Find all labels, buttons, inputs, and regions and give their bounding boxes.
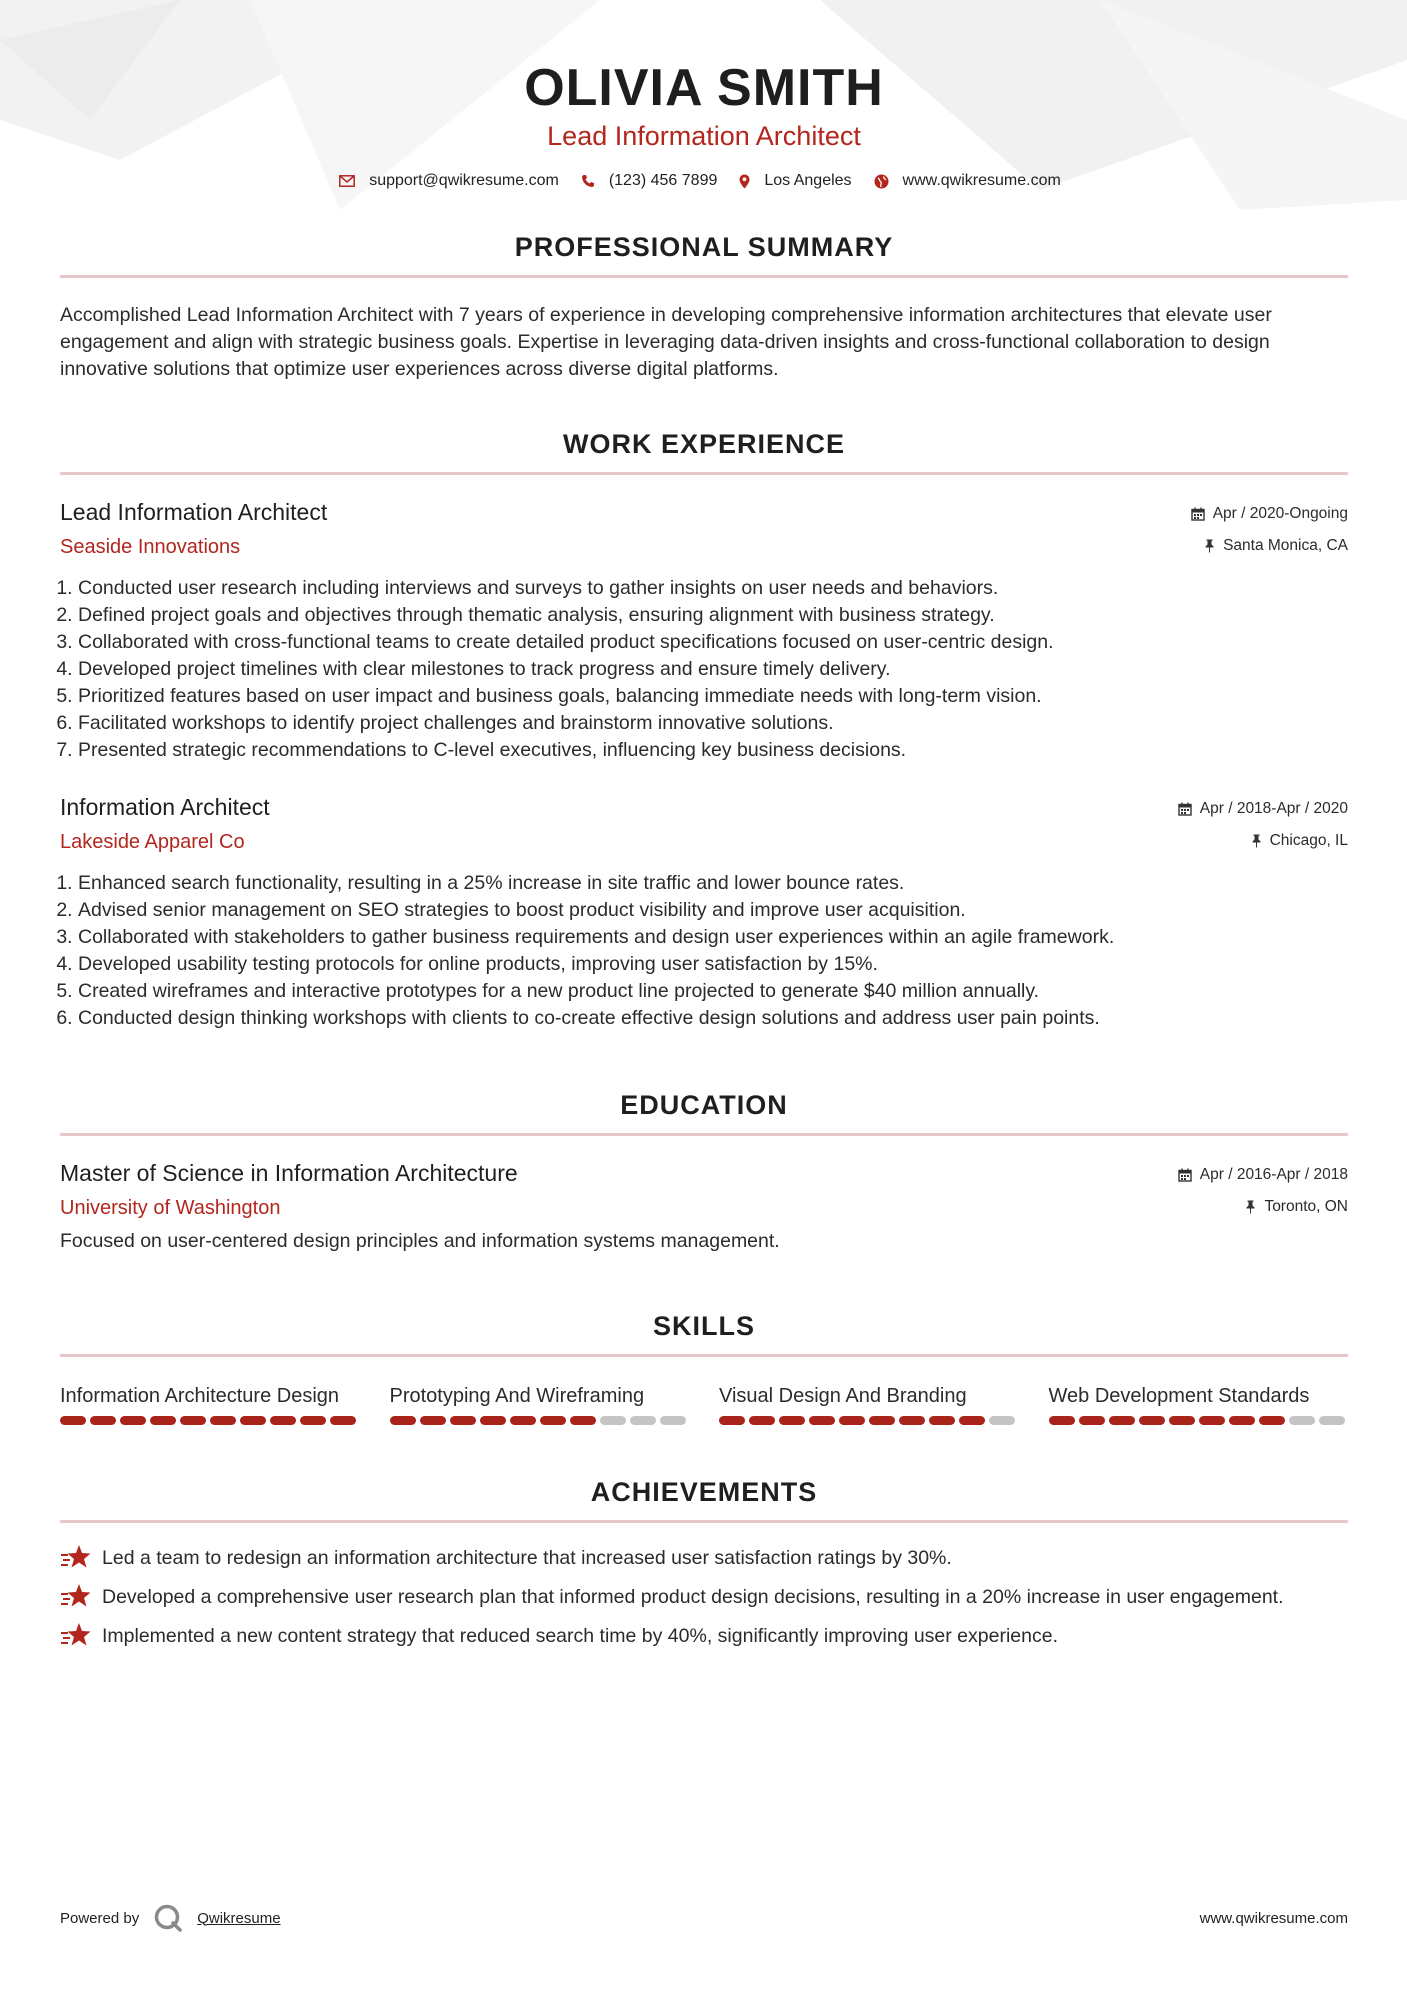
skill-level-bar [719, 1416, 1019, 1425]
education-location [1178, 1198, 1348, 1216]
education-heading: EDUCATION [620, 1090, 788, 1120]
page-footer [60, 1898, 1348, 1938]
skill-level-segment-filled [60, 1416, 86, 1425]
resume-page [60, 0, 1348, 1650]
powered-by [60, 1903, 281, 1933]
skill-level-segment-filled [540, 1416, 566, 1425]
skill-item [719, 1383, 1019, 1425]
education-dates [1178, 1166, 1348, 1184]
section-divider [60, 1133, 1348, 1136]
list-item: 4. Developed project timelines with clear milestones to track progress and ensure timely delivery. [78, 656, 1348, 683]
skill-name: Web Development Standards [1048, 1385, 1310, 1407]
phone-icon [581, 174, 595, 188]
calendar-icon [1178, 802, 1192, 816]
skill-level-segment-filled [120, 1416, 146, 1425]
section-divider [60, 472, 1348, 475]
skill-level-segment-empty [600, 1416, 626, 1425]
skill-name: Prototyping And Wireframing [389, 1385, 645, 1407]
achievement-item [60, 1623, 1348, 1650]
qwikresume-link[interactable]: Qwikresume [197, 1909, 281, 1927]
job-meta [1178, 800, 1348, 850]
skill-name: Visual Design And Branding [719, 1385, 967, 1407]
contact-bar [60, 172, 1348, 190]
calendar-icon [1191, 507, 1205, 521]
skill-level-segment-filled [300, 1416, 326, 1425]
degree-title: Master of Science in Information Architecture [60, 1160, 518, 1186]
list-item: 3. Collaborated with stakeholders to gather business requirements and design user experiences within an agile framework. [78, 924, 1348, 951]
job-responsibilities [60, 575, 1348, 764]
job-dates [1178, 800, 1348, 818]
achievement-item [60, 1545, 1348, 1572]
qwikresume-logo-icon [153, 1903, 183, 1933]
skill-level-segment-filled [180, 1416, 206, 1425]
experience-section [60, 429, 1348, 1032]
achievements-heading: ACHIEVEMENTS [590, 1477, 818, 1507]
contact-location [739, 172, 851, 190]
skill-level-segment-filled [719, 1416, 745, 1425]
skill-level-segment-filled [929, 1416, 955, 1425]
skill-level-segment-filled [1259, 1416, 1285, 1425]
education-location-text: Toronto, ON [1264, 1198, 1348, 1215]
list-item: 6. Facilitated workshops to identify project challenges and brainstorm innovative solutions. [78, 710, 1348, 737]
star-award-icon [60, 1622, 92, 1648]
skill-item [60, 1383, 360, 1425]
skill-level-segment-filled [390, 1416, 416, 1425]
skills-heading: SKILLS [652, 1311, 755, 1341]
skill-level-bar [60, 1416, 360, 1425]
list-item: 1. Conducted user research including interviews and surveys to gather insights on user needs and behaviors. [78, 575, 1348, 602]
globe-icon [874, 174, 889, 189]
pushpin-icon [1251, 834, 1262, 848]
education-entry [60, 1160, 1348, 1255]
job-company: Lakeside Apparel Co [60, 831, 245, 853]
resume-header [60, 0, 1348, 190]
list-item: 1. Enhanced search functionality, resulting in a 25% increase in site traffic and lower bounce rates. [78, 870, 1348, 897]
skill-level-segment-empty [1289, 1416, 1315, 1425]
list-item: 7. Presented strategic recommendations to C-level executives, influencing key business decisions. [78, 737, 1348, 764]
education-section [60, 1090, 1348, 1255]
achievements-section [60, 1477, 1348, 1650]
skill-level-segment-empty [989, 1416, 1015, 1425]
powered-by-label: Powered by [60, 1909, 140, 1927]
website-text: www.qwikresume.com [902, 172, 1061, 189]
skill-level-segment-filled [1229, 1416, 1255, 1425]
job-entry [60, 794, 1348, 1032]
school-name: University of Washington [60, 1197, 281, 1219]
contact-phone[interactable] [581, 172, 718, 190]
list-item: 3. Collaborated with cross-functional teams to create detailed product specifications focused on user-centric design. [78, 629, 1348, 656]
skill-level-segment-filled [1169, 1416, 1195, 1425]
list-item: 4. Developed usability testing protocols for online products, improving user satisfaction by 15%. [78, 951, 1348, 978]
skill-name: Information Architecture Design [60, 1385, 340, 1407]
summary-text: Accomplished Lead Information Architect with 7 years of experience in developing comprehensive information architectures that elevate user engagement and align with strategic business goals. Expertise in leveraging data-driven insights and cross-functional collaboration to design innovative solutions that optimize user experiences across diverse digital platforms. [60, 304, 1272, 380]
achievement-text: Developed a comprehensive user research plan that informed product design decisions, resulting in a 20% increase in user engagement. [102, 1586, 1284, 1608]
candidate-name: OLIVIA SMITH [524, 59, 884, 117]
skill-level-segment-filled [959, 1416, 985, 1425]
skill-level-segment-filled [1109, 1416, 1135, 1425]
skills-section [60, 1311, 1348, 1425]
skill-level-segment-filled [839, 1416, 865, 1425]
achievements-list [60, 1545, 1348, 1650]
skill-level-segment-filled [869, 1416, 895, 1425]
list-item: 6. Conducted design thinking workshops with clients to co-create effective design solutions and address user pain points. [78, 1005, 1348, 1032]
skill-level-segment-empty [1319, 1416, 1345, 1425]
job-company: Seaside Innovations [60, 536, 241, 558]
skills-grid [60, 1383, 1348, 1425]
skill-level-segment-filled [330, 1416, 356, 1425]
skill-level-segment-filled [450, 1416, 476, 1425]
section-divider [60, 1354, 1348, 1357]
email-text: support@qwikresume.com [369, 172, 559, 189]
candidate-role: Lead Information Architect [547, 121, 861, 151]
skill-item [390, 1383, 690, 1425]
map-marker-icon [739, 174, 750, 189]
achievement-item [60, 1584, 1348, 1611]
location-text: Los Angeles [764, 172, 852, 189]
skill-level-segment-filled [150, 1416, 176, 1425]
list-item: 2. Defined project goals and objectives through thematic analysis, ensuring alignment with business strategy. [78, 602, 1348, 629]
skill-level-segment-filled [210, 1416, 236, 1425]
skill-level-segment-filled [1199, 1416, 1225, 1425]
skill-level-segment-filled [779, 1416, 805, 1425]
job-dates-text: Apr / 2020-Ongoing [1212, 505, 1348, 522]
skill-level-bar [390, 1416, 690, 1425]
achievement-text: Implemented a new content strategy that reduced search time by 40%, significantly improving user experience. [102, 1625, 1058, 1647]
job-dates-text: Apr / 2018-Apr / 2020 [1199, 800, 1348, 817]
skill-level-segment-filled [270, 1416, 296, 1425]
job-dates [1191, 505, 1348, 523]
experience-heading: WORK EXPERIENCE [562, 429, 846, 459]
job-title: Information Architect [60, 794, 270, 820]
skill-level-segment-filled [1139, 1416, 1165, 1425]
skill-level-segment-filled [749, 1416, 775, 1425]
calendar-icon [1178, 1168, 1192, 1182]
job-location-text: Santa Monica, CA [1223, 537, 1348, 554]
skill-level-segment-filled [480, 1416, 506, 1425]
achievement-text: Led a team to redesign an information architecture that increased user satisfaction ratings by 30%. [102, 1547, 952, 1569]
skill-level-segment-filled [1079, 1416, 1105, 1425]
job-responsibilities [60, 870, 1348, 1032]
footer-website[interactable]: www.qwikresume.com [1199, 1909, 1348, 1927]
summary-section [60, 232, 1348, 383]
star-award-icon [60, 1583, 92, 1609]
list-item: 2. Advised senior management on SEO strategies to boost product visibility and improve user acquisition. [78, 897, 1348, 924]
skill-item [1049, 1383, 1349, 1425]
skill-level-segment-filled [240, 1416, 266, 1425]
skill-level-segment-filled [899, 1416, 925, 1425]
skill-level-segment-filled [1049, 1416, 1075, 1425]
skill-level-bar [1049, 1416, 1349, 1425]
education-description: Focused on user-centered design principles and information systems management. [60, 1230, 780, 1252]
skill-level-segment-filled [90, 1416, 116, 1425]
list-item: 5. Created wireframes and interactive prototypes for a new product line projected to generate $40 million annually. [78, 978, 1348, 1005]
contact-email[interactable] [339, 172, 559, 190]
education-meta [1178, 1166, 1348, 1216]
list-item: 5. Prioritized features based on user impact and business goals, balancing immediate needs with long-term vision. [78, 683, 1348, 710]
job-location [1191, 537, 1348, 555]
pushpin-icon [1204, 539, 1215, 553]
contact-website[interactable] [874, 172, 1061, 190]
phone-text: (123) 456 7899 [608, 172, 718, 189]
skill-level-segment-filled [570, 1416, 596, 1425]
job-location [1178, 832, 1348, 850]
pushpin-icon [1245, 1200, 1256, 1214]
job-entry [60, 499, 1348, 764]
skill-level-segment-filled [510, 1416, 536, 1425]
skill-level-segment-empty [660, 1416, 686, 1425]
skill-level-segment-empty [630, 1416, 656, 1425]
summary-heading: PROFESSIONAL SUMMARY [514, 232, 894, 262]
skill-level-segment-filled [809, 1416, 835, 1425]
star-award-icon [60, 1544, 92, 1570]
education-dates-text: Apr / 2016-Apr / 2018 [1199, 1166, 1348, 1183]
section-divider [60, 275, 1348, 278]
job-meta [1191, 505, 1348, 555]
job-location-text: Chicago, IL [1269, 832, 1348, 849]
skill-level-segment-filled [420, 1416, 446, 1425]
envelope-icon [339, 175, 355, 187]
section-divider [60, 1520, 1348, 1523]
job-title: Lead Information Architect [60, 499, 328, 525]
